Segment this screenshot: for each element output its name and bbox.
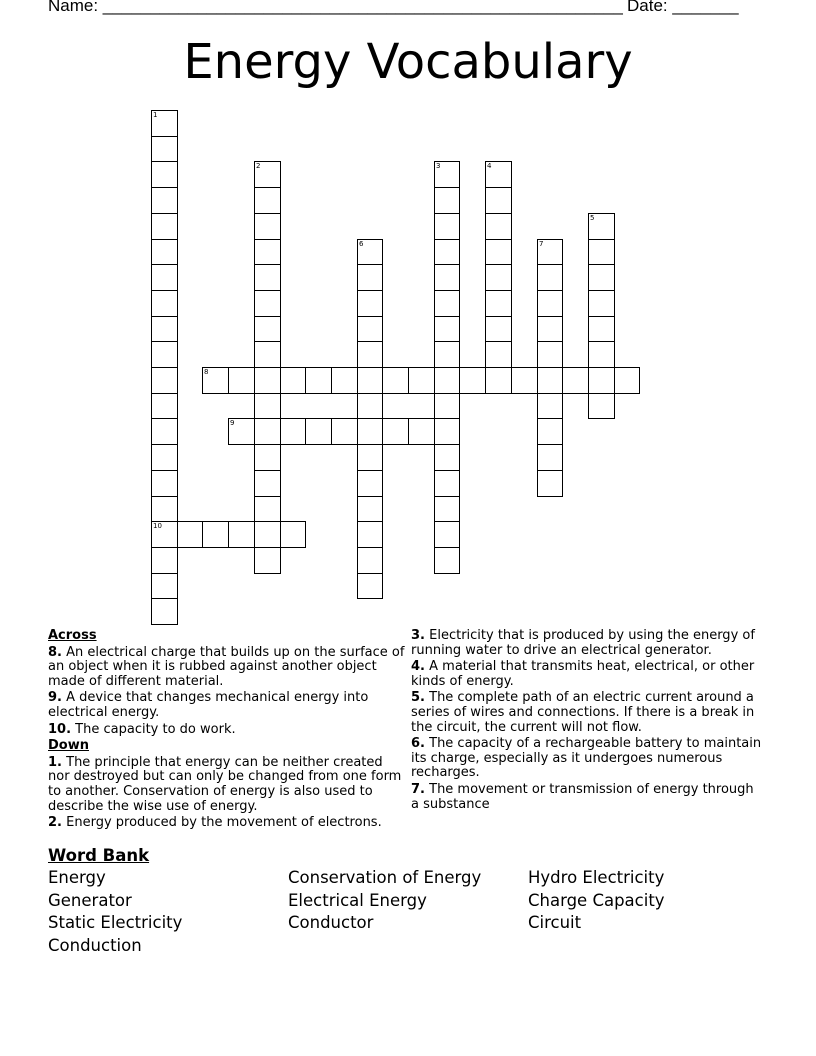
crossword-cell[interactable] xyxy=(151,239,178,265)
clue-down-5 xyxy=(411,691,763,735)
crossword-cell[interactable] xyxy=(537,444,563,471)
cell-number: 3 xyxy=(436,162,441,170)
crossword-cell[interactable] xyxy=(485,239,512,265)
clue-down-4 xyxy=(411,660,763,689)
word-bank-item: Charge Capacity xyxy=(528,891,665,910)
crossword-cell[interactable] xyxy=(357,393,383,419)
crossword-cell[interactable] xyxy=(305,367,332,394)
crossword-cell[interactable] xyxy=(357,316,383,342)
crossword-cell[interactable] xyxy=(588,316,615,342)
clue-text: A device that changes mechanical energy into electrical energy. xyxy=(48,690,369,720)
clue-number: 5. xyxy=(411,690,425,706)
crossword-cell[interactable] xyxy=(485,187,512,214)
clue-text: The complete path of an electric current around a series of wires and connections. If there is a break in the circuit, the current will not flow. xyxy=(411,690,755,735)
clue-text: An electrical charge that builds up on the surface of an object when it is rubbed against another object made of different material. xyxy=(48,644,405,689)
crossword-cell[interactable] xyxy=(254,264,281,291)
crossword-cell[interactable] xyxy=(151,444,178,471)
clue-across-10 xyxy=(48,723,408,738)
crossword-cell[interactable] xyxy=(485,367,512,394)
crossword-cell[interactable] xyxy=(434,187,460,214)
cell-number: 2 xyxy=(256,162,261,170)
clue-down-6 xyxy=(411,737,763,781)
cell-number: 6 xyxy=(359,240,364,248)
crossword-cell[interactable] xyxy=(254,290,281,317)
crossword-cell[interactable] xyxy=(151,136,178,162)
crossword-cell[interactable] xyxy=(357,470,383,497)
clue-text: The principle that energy can be neither created nor destroyed but can only be changed from one form to another. Conservation of energy is also used to describe the wise use of energy. xyxy=(48,754,402,814)
word-bank-item: Conductor xyxy=(288,913,374,932)
cell-number: 4 xyxy=(487,162,492,170)
crossword-cell[interactable] xyxy=(434,418,460,445)
crossword-cell[interactable] xyxy=(202,367,229,394)
cell-number: 10 xyxy=(153,522,162,530)
word-bank-item: Circuit xyxy=(528,913,582,932)
clue-number: 3. xyxy=(411,628,425,643)
clue-text: The capacity of a rechargeable battery to maintain its charge, especially as it undergoes numerous recharges. xyxy=(411,736,762,781)
crossword-cell[interactable] xyxy=(357,264,383,291)
crossword-cell[interactable] xyxy=(357,367,383,394)
crossword-cell[interactable] xyxy=(151,290,178,317)
crossword-cell[interactable] xyxy=(537,393,563,419)
clue-text: The movement or transmission of energy through a substance xyxy=(411,781,754,812)
crossword-cell[interactable] xyxy=(151,598,178,625)
crossword-cell[interactable] xyxy=(151,547,178,574)
date-field[interactable]: Date: _______ xyxy=(627,0,739,15)
crossword-cell[interactable] xyxy=(485,290,512,317)
clue-down-3 xyxy=(411,629,763,658)
clue-number: 9. xyxy=(48,690,62,706)
crossword-cell[interactable] xyxy=(228,521,255,548)
clue-down-7 xyxy=(411,783,763,812)
crossword-cell[interactable] xyxy=(254,213,281,240)
crossword-cell[interactable] xyxy=(485,161,512,188)
crossword-cell[interactable] xyxy=(511,367,538,394)
crossword-cell[interactable] xyxy=(434,341,460,368)
crossword-cell[interactable] xyxy=(434,367,460,394)
crossword-cell[interactable] xyxy=(485,341,512,368)
crossword-cell[interactable] xyxy=(280,418,306,445)
clue-number: 6. xyxy=(411,736,425,752)
word-bank-heading: Word Bank xyxy=(48,846,150,865)
crossword-cell[interactable] xyxy=(485,316,512,342)
word-bank-item: Hydro Electricity xyxy=(528,868,665,887)
crossword-cell[interactable] xyxy=(254,470,281,497)
clue-text: A material that transmits heat, electrical, or other kinds of energy. xyxy=(411,659,755,689)
clues-column-right xyxy=(411,629,763,814)
crossword-cell[interactable] xyxy=(151,187,178,214)
word-bank-item: Energy xyxy=(48,868,106,887)
clue-number: 8. xyxy=(48,644,62,660)
crossword-cell[interactable] xyxy=(254,161,281,188)
crossword-cell[interactable] xyxy=(537,239,563,265)
crossword-cell[interactable] xyxy=(151,496,178,522)
clue-number: 10. xyxy=(48,721,72,737)
crossword-cell[interactable] xyxy=(254,367,281,394)
crossword-cell[interactable] xyxy=(588,393,615,419)
crossword-cell[interactable] xyxy=(254,547,281,574)
crossword-cell[interactable] xyxy=(537,316,563,342)
crossword-cell[interactable] xyxy=(151,213,178,240)
crossword-cell[interactable] xyxy=(357,341,383,368)
clue-number: 4. xyxy=(411,659,425,675)
crossword-cell[interactable] xyxy=(151,521,178,548)
crossword-cell[interactable] xyxy=(434,470,460,497)
crossword-cell[interactable] xyxy=(254,418,281,445)
page-title: Energy Vocabulary xyxy=(183,34,633,90)
crossword-cell[interactable] xyxy=(382,367,409,394)
word-bank-item: Generator xyxy=(48,891,132,910)
cell-number: 1 xyxy=(153,111,158,119)
crossword-cell[interactable] xyxy=(537,264,563,291)
crossword-cell[interactable] xyxy=(562,367,589,394)
clue-down-2 xyxy=(48,816,408,831)
crossword-cell[interactable] xyxy=(151,573,178,599)
crossword-cell[interactable] xyxy=(588,213,615,240)
crossword-cell[interactable] xyxy=(305,418,332,445)
name-field[interactable]: Name: _______________________________________________________ xyxy=(48,0,623,15)
crossword-cell[interactable] xyxy=(434,161,460,188)
crossword-cell[interactable] xyxy=(434,521,460,548)
crossword-cell[interactable] xyxy=(254,393,281,419)
crossword-cell[interactable] xyxy=(357,496,383,522)
crossword-cell[interactable] xyxy=(434,264,460,291)
crossword-cell[interactable] xyxy=(151,110,178,137)
crossword-cell[interactable] xyxy=(254,496,281,522)
crossword-cell[interactable] xyxy=(588,367,615,394)
word-bank-item: Conduction xyxy=(48,936,142,955)
clue-text: Energy produced by the movement of electrons. xyxy=(66,815,382,831)
crossword-cell[interactable] xyxy=(485,213,512,240)
crossword-cell[interactable] xyxy=(280,367,306,394)
clue-across-8 xyxy=(48,646,408,690)
crossword-cell[interactable] xyxy=(228,367,255,394)
crossword-cell[interactable] xyxy=(151,393,178,419)
crossword-cell[interactable] xyxy=(254,444,281,471)
clue-text: The capacity to do work. xyxy=(75,721,236,737)
crossword-cell[interactable] xyxy=(151,161,178,188)
crossword-cell[interactable] xyxy=(537,341,563,368)
crossword-cell[interactable] xyxy=(151,341,178,368)
crossword-cell[interactable] xyxy=(280,521,306,548)
crossword-cell[interactable] xyxy=(434,290,460,317)
crossword-cell[interactable] xyxy=(331,418,358,445)
crossword-cell[interactable] xyxy=(357,418,383,445)
crossword-cell[interactable] xyxy=(408,418,435,445)
crossword-cell[interactable] xyxy=(434,496,460,522)
crossword-cell[interactable] xyxy=(357,290,383,317)
crossword-cell[interactable] xyxy=(434,239,460,265)
crossword-cell[interactable] xyxy=(434,213,460,240)
crossword-cell[interactable] xyxy=(202,521,229,548)
clues-column-left xyxy=(48,629,408,833)
crossword-cell[interactable] xyxy=(382,418,409,445)
crossword-cell[interactable] xyxy=(254,316,281,342)
crossword-cell[interactable] xyxy=(434,547,460,574)
crossword-cell[interactable] xyxy=(151,367,178,394)
cell-number: 7 xyxy=(539,240,544,248)
word-bank-item: Conservation of Energy xyxy=(288,868,482,887)
crossword-cell[interactable] xyxy=(151,316,178,342)
crossword-cell[interactable] xyxy=(254,521,281,548)
crossword-cell[interactable] xyxy=(228,418,255,445)
across-heading: Across xyxy=(48,628,97,643)
crossword-cell[interactable] xyxy=(588,290,615,317)
crossword-cell[interactable] xyxy=(357,521,383,548)
cell-number: 9 xyxy=(230,419,235,427)
crossword-cell[interactable] xyxy=(357,239,383,265)
clue-down-1 xyxy=(48,756,408,814)
clue-number: 2. xyxy=(48,815,62,831)
crossword-cell[interactable] xyxy=(537,290,563,317)
crossword-cell[interactable] xyxy=(588,239,615,265)
crossword-cell[interactable] xyxy=(459,367,486,394)
crossword-cell[interactable] xyxy=(357,444,383,471)
crossword-cell[interactable] xyxy=(177,521,203,548)
word-bank-item: Electrical Energy xyxy=(288,891,427,910)
crossword-cell[interactable] xyxy=(151,470,178,497)
crossword-cell[interactable] xyxy=(537,418,563,445)
clue-number: 1. xyxy=(48,754,62,770)
crossword-cell[interactable] xyxy=(357,547,383,574)
crossword-cell[interactable] xyxy=(434,316,460,342)
crossword-cell[interactable] xyxy=(408,367,435,394)
crossword-cell[interactable] xyxy=(151,264,178,291)
crossword-cell[interactable] xyxy=(537,367,563,394)
crossword-cell[interactable] xyxy=(588,264,615,291)
crossword-cell[interactable] xyxy=(357,573,383,599)
clue-text: Electricity that is produced by using the energy of running water to drive an electrical generator. xyxy=(411,628,755,658)
crossword-cell[interactable] xyxy=(588,341,615,368)
cell-number: 8 xyxy=(204,368,209,376)
crossword-cell[interactable] xyxy=(151,418,178,445)
crossword-cell[interactable] xyxy=(254,187,281,214)
clue-number: 7. xyxy=(411,781,425,797)
down-heading: Down xyxy=(48,738,89,754)
word-bank-item: Static Electricity xyxy=(48,913,183,932)
crossword-cell[interactable] xyxy=(254,341,281,368)
crossword-cell[interactable] xyxy=(331,367,358,394)
crossword-cell[interactable] xyxy=(254,239,281,265)
cell-number: 5 xyxy=(590,214,595,222)
crossword-cell[interactable] xyxy=(434,393,460,419)
crossword-cell[interactable] xyxy=(434,444,460,471)
clue-across-9 xyxy=(48,691,408,720)
crossword-cell[interactable] xyxy=(485,264,512,291)
crossword-cell[interactable] xyxy=(537,470,563,497)
crossword-cell[interactable] xyxy=(614,367,640,394)
